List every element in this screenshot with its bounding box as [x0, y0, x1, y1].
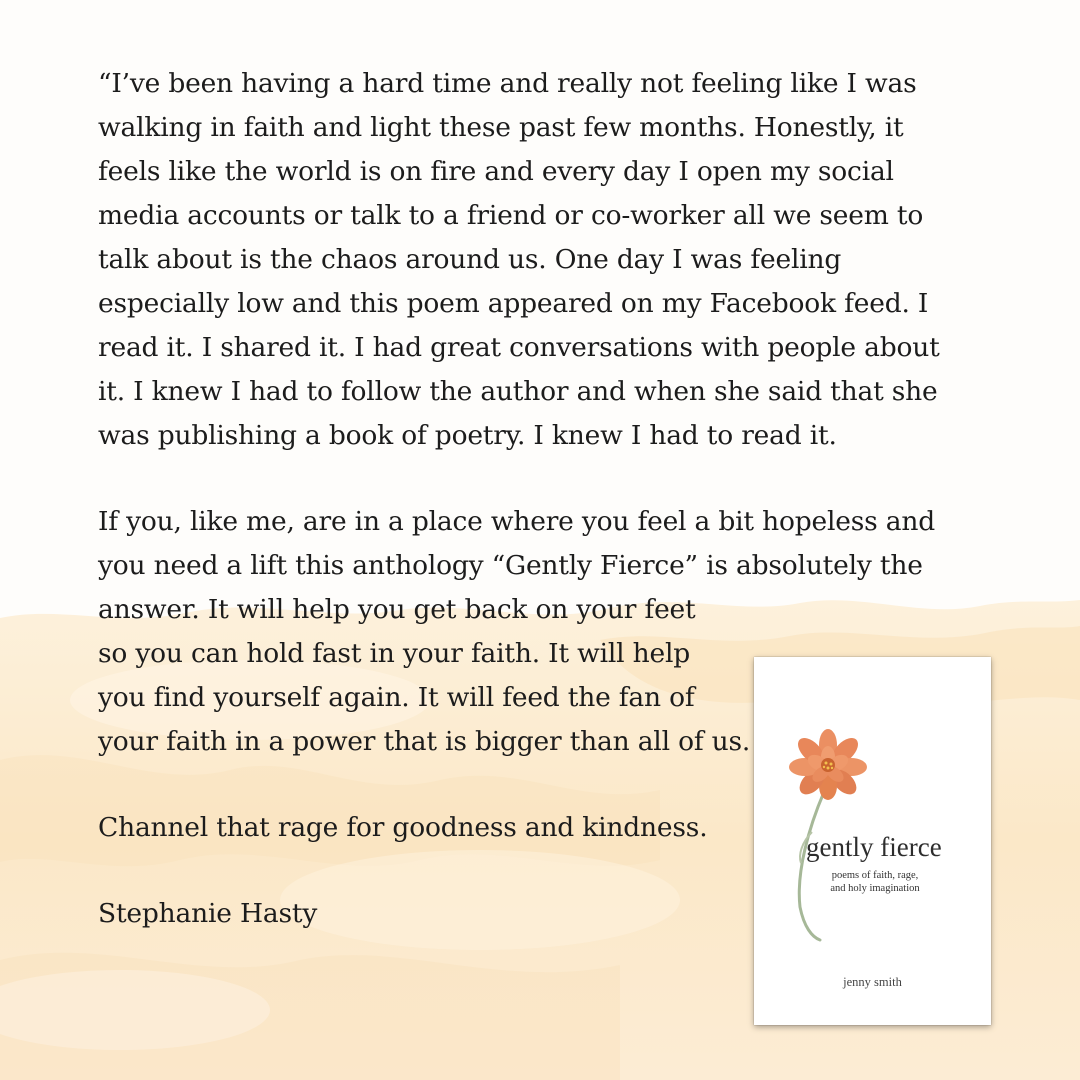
book-cover: [754, 657, 991, 1025]
closing-line: Channel that rage for goodness and kindness.: [98, 812, 708, 843]
book-subtitle: [810, 869, 940, 895]
book-subtitle-line: poems of faith, rage,: [831, 870, 919, 881]
quote-line: “I’ve been having a hard time and really not feeling like I was: [98, 68, 917, 99]
quote-line: read it. I shared it. I had great conversations with people about: [98, 332, 940, 363]
quote-line: was publishing a book of poetry. I knew I had to read it.: [98, 420, 837, 451]
quote-line: If you, like me, are in a place where you feel a bit hopeless and: [98, 506, 935, 537]
quote-line: feels like the world is on fire and every day I open my social: [98, 156, 894, 187]
quote-line: talk about is the chaos around us. One day I was feeling: [98, 244, 842, 275]
quote-line: media accounts or talk to a friend or co-worker all we seem to: [98, 200, 924, 231]
quote-line: so you can hold fast in your faith. It will help: [98, 638, 691, 669]
quote-line: answer. It will help you get back on your feet: [98, 594, 696, 625]
quote-line: especially low and this poem appeared on my Facebook feed. I: [98, 288, 929, 319]
book-author: jenny smith: [843, 975, 902, 989]
signature: Stephanie Hasty: [98, 898, 318, 929]
quote-line: it. I knew I had to follow the author and when she said that she: [98, 376, 938, 407]
quote-line: you need a lift this anthology “Gently Fierce” is absolutely the: [98, 550, 923, 581]
book-title: gently fierce: [806, 832, 942, 862]
quote-line: walking in faith and light these past few months. Honestly, it: [98, 112, 904, 143]
quote-line: your faith in a power that is bigger than all of us.: [98, 726, 751, 757]
quote-line: you find yourself again. It will feed the fan of: [98, 682, 695, 713]
book-subtitle-line: and holy imagination: [830, 883, 920, 894]
